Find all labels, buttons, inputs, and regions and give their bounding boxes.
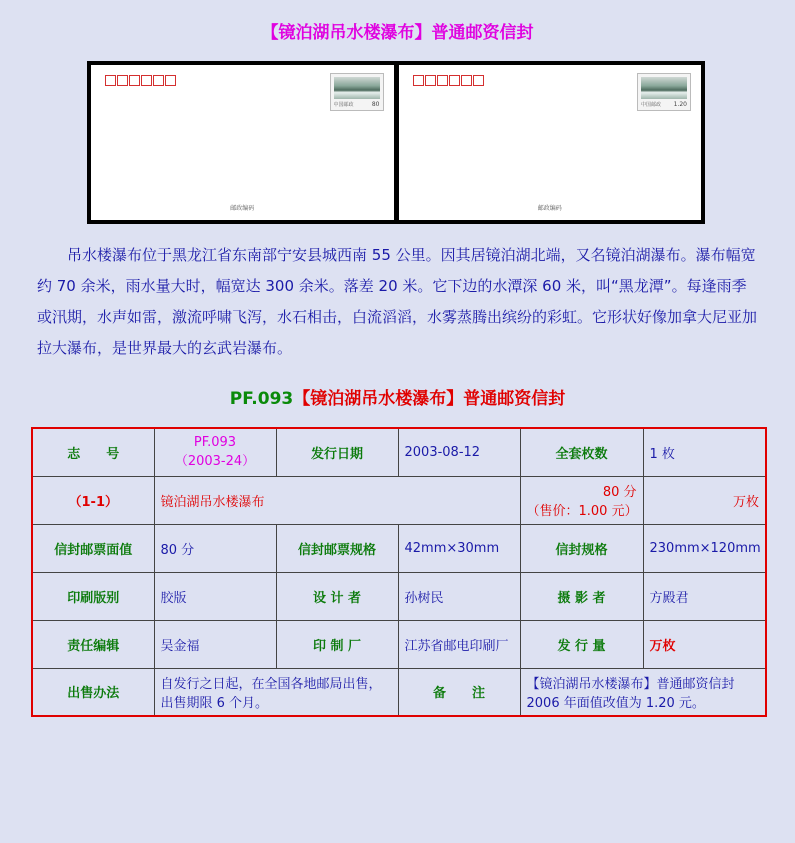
item-price [520,476,643,524]
value-set-count: 1 枚 [643,428,766,476]
value-envelope-size: 230mm×120mm [643,524,766,572]
stamp-country: 中国邮政 [641,102,662,108]
label-stamp-size: 信封邮票规格 [276,524,398,572]
envelope-images [87,61,705,224]
catalog-code: PF.093 [193,435,237,451]
table-row [32,476,766,524]
label-envelope-size: 信封规格 [520,524,643,572]
value-photographer: 方殿君 [643,572,766,620]
postcode-boxes [413,75,484,86]
table-row [32,572,766,620]
face-value: 80 分 [602,485,637,500]
label-circulation: 发 行 量 [520,620,643,668]
stamp-value: 1.20 [673,101,687,108]
issue-name: 【镜泊湖吊水楼瀑布】普通邮资信封 [293,389,566,409]
label-printer: 印 制 厂 [276,620,398,668]
table-row [32,668,766,716]
envelope-front-120 [399,65,702,220]
value-sale-method: 自发行之日起，在全国各地邮局出售，出售期限 6 个月。 [154,668,398,716]
label-set-count: 全套枚数 [520,428,643,476]
value-issue-date: 2003-08-12 [398,428,520,476]
value-printer: 江苏省邮电印刷厂 [398,620,520,668]
value-printing: 胶版 [154,572,276,620]
label-photographer: 摄 影 者 [520,572,643,620]
label-issue-date: 发行日期 [276,428,398,476]
envelope-code-label: 邮政编码 [230,205,255,212]
item-quantity: 万枚 [643,476,766,524]
intro-paragraph: 吊水楼瀑布位于黑龙江省东南部宁安县城西南 55 公里。因其居镜泊湖北端，又名镜泊湖瀑布。瀑布幅宽约 70 余米，雨水量大时，幅宽达 300 余米。落差 20 米。它下边的水潭深 60 米，叫“黑龙潭”。每逢雨季或汛期，水声如雷，激流呼啸飞泻，水石相击，白流滔滔，水雾蒸腾出缤纷的彩虹。它形状好像加拿大尼亚加拉大瀑布，是世界最大的玄武岩瀑布。 [37,246,758,357]
value-catalog-number [154,428,276,476]
stamp-country: 中国邮政 [333,102,354,108]
label-editor: 责任编辑 [32,620,154,668]
value-remarks: 【镜泊湖吊水楼瀑布】普通邮资信封 2006 年面值改值为 1.20 元。 [520,668,766,716]
label-sale-method: 出售办法 [32,668,154,716]
postcode-boxes [105,75,176,86]
item-number: （1-1） [32,476,154,524]
table-title [0,384,795,409]
stamp-image [330,73,384,111]
catalog-year: （2003-24） [174,454,256,470]
envelope-code-label: 邮政编码 [537,205,562,212]
label-catalog-number: 志 号 [32,428,154,476]
issue-details-table [31,427,767,717]
label-printing: 印刷版别 [32,572,154,620]
sale-price: （售价：1.00 元） [526,504,638,519]
waterfall-picture [334,77,380,99]
page-title: 【镜泊湖吊水楼瀑布】普通邮资信封 [261,23,534,43]
issue-code: PF.093 [229,389,294,409]
stamp-image [637,73,691,111]
stamp-value: 80 [371,101,380,108]
waterfall-picture [641,77,687,99]
item-name: 镜泊湖吊水楼瀑布 [154,476,520,524]
label-face-value: 信封邮票面值 [32,524,154,572]
table-row [32,524,766,572]
value-circulation: 万枚 [643,620,766,668]
envelope-front-80 [91,65,394,220]
label-remarks: 备 注 [398,668,520,716]
value-face-value: 80 分 [154,524,276,572]
table-row [32,428,766,476]
value-editor: 吴金福 [154,620,276,668]
value-designer: 孙树民 [398,572,520,620]
table-row [32,620,766,668]
value-stamp-size: 42mm×30mm [398,524,520,572]
label-designer: 设 计 者 [276,572,398,620]
